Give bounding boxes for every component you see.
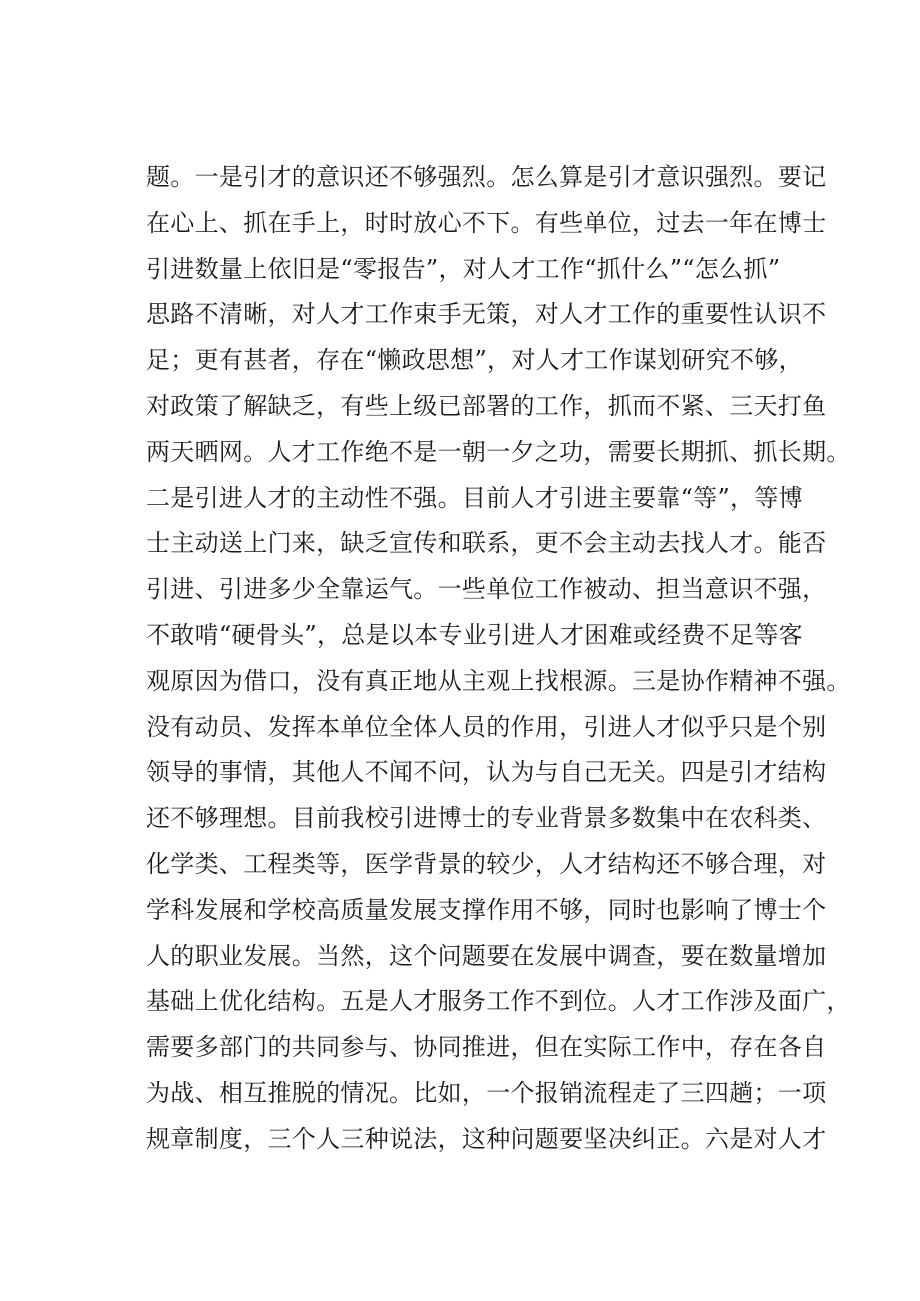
- text-line: 观原因为借口，没有真正地从主观上找根源。三是协作精神不强。: [146, 666, 851, 695]
- text-line: 在心上、抓在手上，时时放心不下。有些单位，过去一年在博士: [146, 208, 827, 237]
- text-line: 不敢啃“硬骨头”，总是以本专业引进人才困难或经费不足等客: [146, 620, 803, 649]
- text-line: 化学类、工程类等，医学背景的较少，人才结构还不够合理，对: [146, 849, 827, 878]
- text-line: 两天晒网。人才工作绝不是一朝一夕之功，需要长期抓、抓长期。: [146, 437, 851, 466]
- text-line: 二是引进人才的主动性不强。目前人才引进主要靠“等”，等博: [146, 483, 803, 512]
- text-line: 足；更有甚者，存在“懒政思想”，对人才工作谋划研究不够，: [146, 346, 803, 375]
- text-line: 为战、相互推脱的情况。比如，一个报销流程走了三四趟；一项: [146, 1078, 827, 1107]
- text-line: 引进数量上依旧是“零报告”，对人才工作“抓什么”“怎么抓”: [146, 254, 781, 283]
- text-line: 引进、引进多少全靠运气。一些单位工作被动、担当意识不强，: [146, 575, 827, 604]
- text-line: 学科发展和学校高质量发展支撑作用不够，同时也影响了博士个: [146, 895, 827, 924]
- text-line: 还不够理想。目前我校引进博士的专业背景多数集中在农科类、: [146, 804, 827, 833]
- text-line: 需要多部门的共同参与、协同推进，但在实际工作中，存在各自: [146, 1033, 827, 1062]
- text-line: 领导的事情，其他人不闻不问，认为与自己无关。四是引才结构: [146, 758, 827, 787]
- text-line: 士主动送上门来，缺乏宣传和联系，更不会主动去找人才。能否: [146, 529, 827, 558]
- text-line: 没有动员、发挥本单位全体人员的作用，引进人才似乎只是个别: [146, 712, 827, 741]
- text-line: 思路不清晰，对人才工作束手无策，对人才工作的重要性认识不: [146, 300, 827, 329]
- body-text: [146, 155, 851, 1163]
- text-line: 对政策了解缺乏，有些上级已部署的工作，抓而不紧、三天打鱼: [146, 391, 827, 420]
- text-line: 规章制度，三个人三种说法，这种问题要坚决纠正。六是对人才: [146, 1124, 827, 1153]
- text-line: 题。一是引才的意识还不够强烈。怎么算是引才意识强烈。要记: [146, 163, 827, 191]
- text-line: 人的职业发展。当然，这个问题要在发展中调查，要在数量增加: [146, 941, 827, 970]
- text-line: 基础上优化结构。五是人才服务工作不到位。人才工作涉及面广，: [146, 987, 851, 1016]
